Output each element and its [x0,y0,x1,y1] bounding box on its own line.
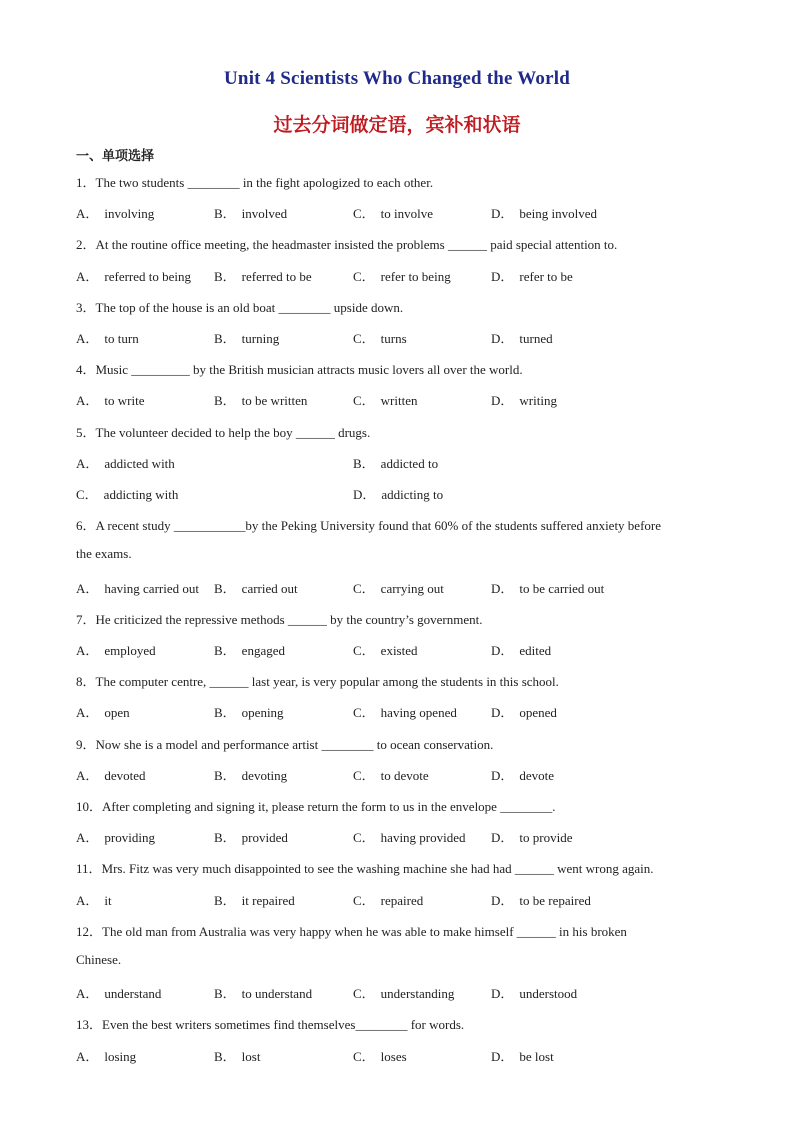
option-text: turned [519,331,553,346]
answer-option[interactable] [214,702,284,721]
option-text: providing [104,830,155,846]
page-title: Unit 4 Scientists Who Changed the World [224,68,570,89]
answer-option[interactable] [214,578,298,597]
answer-option[interactable] [353,640,418,659]
question-stem: 11．Mrs. Fitz was very much disappointed to see the washing machine she had had ______ went wrong again. [76,861,654,877]
option-letter: A． [76,705,99,721]
question-stem: 9．Now she is a model and performance artist ________ to ocean conservation. [76,736,494,752]
answer-option[interactable] [76,203,154,222]
question-stem: the exams. [76,546,132,562]
option-letter: A． [76,206,99,222]
option-text: understanding [380,986,455,1002]
option-text: to turn [104,331,139,346]
answer-option[interactable] [76,453,175,472]
question-stem: 12．The old man from Australia was very happy when he was able to make himself ______ in his broken [76,923,627,939]
option-letter: B． [214,643,236,658]
answer-option[interactable] [353,983,454,1002]
option-letter: B． [214,892,236,908]
answer-option[interactable] [214,1046,260,1065]
answer-option[interactable] [76,390,144,409]
page-subtitle: 过去分词做定语，宾补和状语 [273,114,521,136]
option-letter: D． [491,331,514,346]
option-letter: A． [76,393,99,409]
answer-option[interactable] [76,578,199,597]
option-letter: B． [214,705,236,721]
option-text: existed [380,643,418,658]
answer-option[interactable] [491,266,573,285]
answer-option[interactable] [214,827,288,846]
option-letter: C． [353,892,375,908]
question-stem: 7．He criticized the repressive methods ______ by the country’s government. [76,611,483,627]
option-letter: A． [76,455,99,471]
answer-option[interactable] [353,890,423,909]
option-letter: C． [353,1048,375,1064]
option-text: to be repaired [519,892,591,908]
option-letter: A． [76,892,99,908]
option-letter: D． [491,986,514,1002]
option-text: involving [104,206,155,222]
option-text: it [104,892,112,908]
option-letter: A． [76,986,99,1002]
option-text: to be carried out [519,580,605,596]
section-heading: 一、单项选择 [76,149,155,164]
answer-option[interactable] [491,890,591,909]
answer-option[interactable] [491,702,557,721]
option-text: writing [519,393,557,409]
answer-option[interactable] [353,266,451,285]
option-text: lost [241,1048,261,1064]
option-letter: C． [353,643,375,658]
option-text: referred to being [104,268,192,284]
option-text: engaged [241,643,285,658]
option-letter: B． [214,1048,236,1064]
answer-option[interactable] [353,390,418,409]
option-letter: C． [353,331,375,346]
answer-option[interactable] [214,390,307,409]
option-letter: A． [76,580,99,596]
question-stem: 6．A recent study ___________by the Peking University found that 60% of the students suffered anxiety before [76,518,662,534]
option-text: addicting to [381,487,444,502]
answer-option[interactable] [353,702,457,721]
answer-option[interactable] [353,765,429,784]
option-text: to be written [241,393,308,409]
answer-option[interactable] [491,203,597,222]
answer-option[interactable] [214,328,279,347]
option-text: opening [241,705,284,721]
question-stem: 2．At the routine office meeting, the headmaster insisted the problems ______ paid special attention to. [76,237,618,253]
option-text: devote [519,767,555,783]
option-letter: D． [491,830,514,846]
option-text: loses [380,1048,407,1064]
option-letter: D． [491,206,514,222]
question-stem: 4．Music _________ by the British musician attracts music lovers all over the world. [76,362,523,378]
question-stem: 13．Even the best writers sometimes find themselves________ for words. [76,1017,465,1033]
answer-option[interactable] [353,578,444,597]
answer-option[interactable] [76,765,146,784]
option-letter: B． [214,268,236,284]
question-stem: 3．The top of the house is an old boat ________ upside down. [76,299,404,315]
answer-option[interactable] [353,203,433,222]
answer-option[interactable] [491,328,553,347]
answer-option[interactable] [353,827,466,846]
option-letter: A． [76,643,99,658]
answer-option[interactable] [76,983,161,1002]
answer-option[interactable] [76,484,178,503]
option-text: be lost [519,1048,554,1064]
option-letter: B． [214,580,236,596]
option-text: written [380,393,418,409]
answer-option[interactable] [76,702,130,721]
option-text: having provided [380,830,466,846]
answer-option[interactable] [214,640,285,659]
option-text: addicting with [103,487,179,502]
answer-option[interactable] [491,1046,554,1065]
option-text: to write [104,393,145,409]
option-letter: C． [353,767,375,783]
option-letter: D． [491,1048,514,1064]
answer-option[interactable] [353,484,443,503]
option-text: opened [519,705,557,721]
option-text: edited [519,643,552,658]
option-letter: D． [491,705,514,721]
option-text: having opened [380,705,457,721]
answer-option[interactable] [76,1046,136,1065]
answer-option[interactable] [76,640,156,659]
option-text: employed [104,643,156,658]
option-letter: C． [353,393,375,409]
option-text: addicted to [380,455,439,471]
option-text: repaired [380,892,424,908]
option-letter: C． [76,487,98,502]
option-letter: A． [76,767,99,783]
option-letter: C． [353,705,375,721]
option-text: devoted [104,767,146,783]
answer-option[interactable] [353,453,438,472]
answer-option[interactable] [491,640,551,659]
answer-option[interactable] [76,328,139,347]
option-letter: B． [214,767,236,783]
option-text: carried out [241,580,298,596]
option-letter: C． [353,986,375,1002]
answer-option[interactable] [491,827,572,846]
question-stem: 1．The two students ________ in the fight apologized to each other. [76,175,434,190]
option-text: to provide [519,830,573,846]
option-letter: C． [353,268,375,284]
option-text: losing [104,1048,137,1064]
question-stem: 5．The volunteer decided to help the boy ______ drugs. [76,424,371,440]
option-letter: B． [353,455,375,471]
option-text: to understand [241,986,313,1002]
option-letter: D． [491,643,514,658]
answer-option[interactable] [76,266,191,285]
answer-option[interactable] [214,266,312,285]
answer-option[interactable] [76,827,155,846]
option-text: referred to be [241,268,312,284]
option-text: having carried out [104,580,199,596]
option-letter: A． [76,268,99,284]
answer-option[interactable] [214,765,287,784]
option-letter: A． [76,331,99,346]
answer-option[interactable] [491,390,557,409]
answer-option[interactable] [491,578,604,597]
answer-option[interactable] [353,1046,407,1065]
option-letter: C． [353,580,375,596]
option-letter: D． [491,268,514,284]
answer-option[interactable] [214,890,295,909]
answer-option[interactable] [491,765,554,784]
option-text: involved [241,206,288,222]
option-text: turns [380,331,407,346]
answer-option[interactable] [214,203,287,222]
option-text: carrying out [380,580,444,596]
option-text: open [104,705,130,721]
option-text: understood [519,986,578,1002]
option-text: refer to being [380,268,451,284]
option-text: to devote [380,767,429,783]
answer-option[interactable] [353,328,407,347]
option-letter: D． [491,767,514,783]
option-text: to involve [380,206,434,222]
option-text: addicted with [104,455,175,471]
answer-option[interactable] [491,983,577,1002]
option-letter: D． [491,892,514,908]
option-letter: D． [491,393,514,409]
option-letter: B． [214,331,236,346]
option-letter: B． [214,393,236,409]
question-stem: Chinese. [76,952,122,967]
option-letter: D． [491,580,514,596]
option-letter: C． [353,830,375,846]
answer-option[interactable] [214,983,312,1002]
answer-option[interactable] [76,890,112,909]
option-text: being involved [519,206,598,222]
option-text: devoting [241,767,288,783]
option-text: provided [241,830,288,846]
option-text: refer to be [519,268,573,284]
option-letter: A． [76,1048,99,1064]
option-letter: D． [353,487,376,502]
question-stem: 8．The computer centre, ______ last year, is very popular among the students in this school. [76,674,559,690]
option-letter: B． [214,206,236,222]
option-text: it repaired [241,892,295,908]
option-text: turning [241,331,280,346]
option-letter: C． [353,206,375,222]
option-letter: B． [214,830,236,846]
option-letter: A． [76,830,99,846]
question-stem: 10．After completing and signing it, please return the form to us in the envelope ________. [76,799,556,814]
option-letter: B． [214,986,236,1002]
option-text: understand [104,986,162,1002]
